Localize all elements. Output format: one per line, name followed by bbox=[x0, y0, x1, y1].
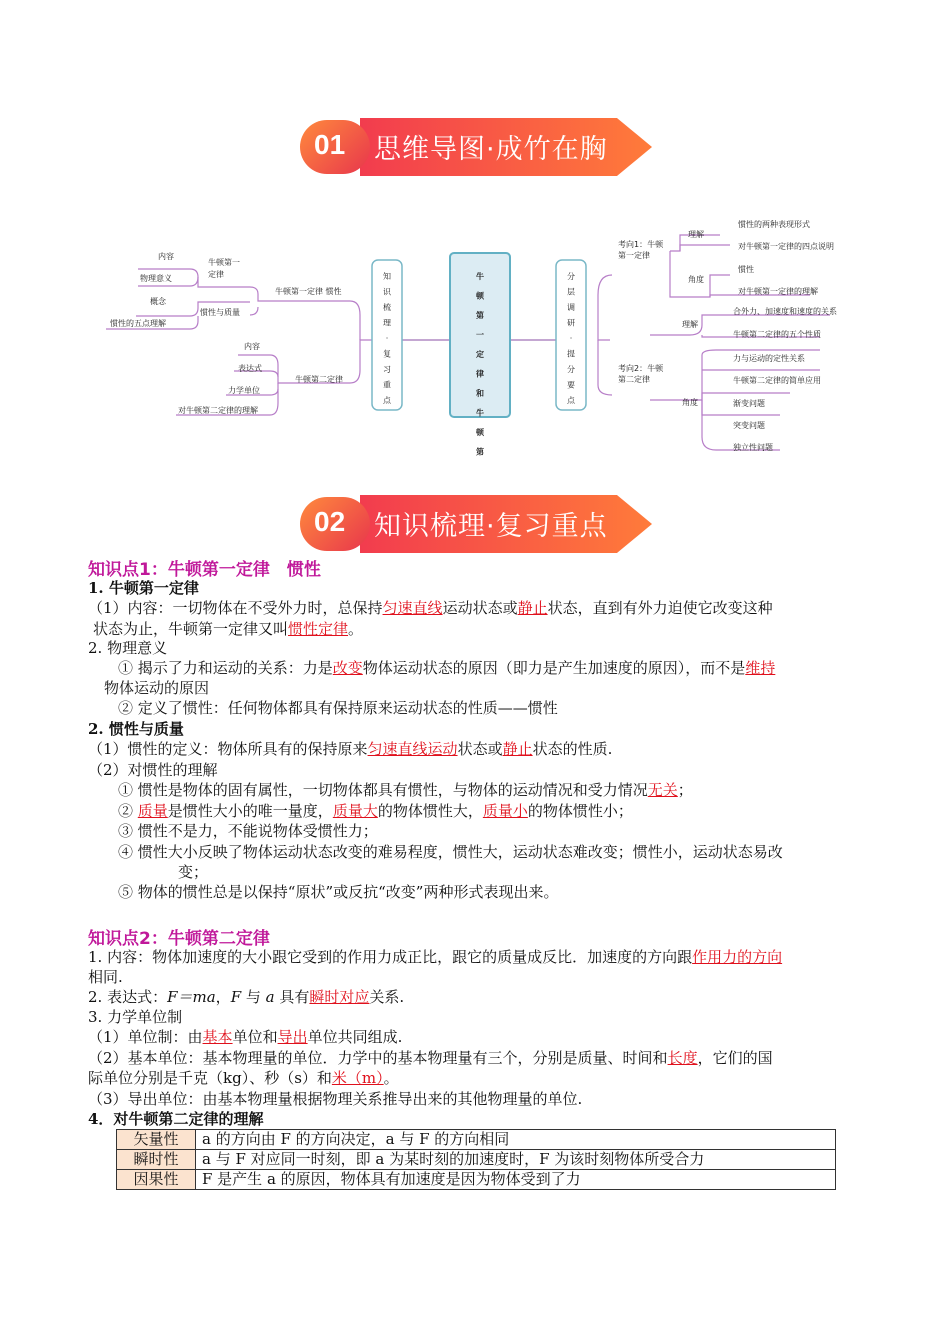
text: （1）内容：一切物体在不受外力时，总保持 bbox=[88, 599, 383, 617]
mind-map-label: 考向1：牛顿 bbox=[618, 240, 664, 249]
answer-blank: 基本 bbox=[202, 1028, 233, 1046]
table-row bbox=[117, 1150, 836, 1170]
mind-map-label: 牛顿第二定律的简单应用 bbox=[733, 376, 821, 385]
mind-map-label: 对牛顿第一定律的理解 bbox=[738, 287, 818, 296]
text: 。 bbox=[383, 1069, 399, 1087]
mind-map-label: 角度 bbox=[688, 275, 704, 284]
mind-map-label: 考向2：牛顿 bbox=[618, 364, 664, 373]
banner-number: 01 bbox=[314, 129, 346, 160]
base-units-cont bbox=[88, 1068, 399, 1088]
text: 际单位分别是千克（kg）、秒（s）和 bbox=[88, 1069, 332, 1087]
section-banner-2 bbox=[300, 495, 652, 553]
right-box-char: 点 bbox=[567, 396, 575, 405]
right-box-char: 分 bbox=[567, 272, 575, 281]
mind-map-label: 内容 bbox=[158, 252, 174, 261]
text: 的物体惯性大， bbox=[377, 802, 483, 820]
right-box-char: 研 bbox=[567, 318, 575, 328]
mind-map bbox=[90, 215, 850, 465]
answer-blank: 长度 bbox=[667, 1049, 698, 1067]
property-name: 因果性 bbox=[117, 1170, 196, 1190]
heading-physical-meaning: 2. 物理意义 bbox=[88, 639, 168, 657]
mind-map-label: 对牛顿第一定律的四点说明 bbox=[738, 242, 834, 251]
point-1 bbox=[118, 658, 775, 678]
text: 状态或 bbox=[457, 740, 503, 758]
mind-map-label: 合外力、加速度和速度的关系 bbox=[733, 307, 837, 316]
second-law-properties-table bbox=[116, 1129, 836, 1190]
second-law-content bbox=[88, 947, 782, 967]
text: 1. 内容：物体加速度的大小跟它受到的作用力成正比，跟它的质量成反比．加速度的方向跟 bbox=[88, 948, 693, 966]
mind-map-label: 惯性 bbox=[738, 265, 754, 274]
mind-map-label: 牛顿第一定律 惯性 bbox=[275, 287, 342, 296]
knowledge-point-1-title: 知识点1：牛顿第一定律 惯性 bbox=[88, 560, 321, 580]
answer-blank: 惯性定律 bbox=[288, 620, 349, 638]
banner-title: 思维导图·成竹在胸 bbox=[374, 134, 608, 165]
point-1-cont: 物体运动的原因 bbox=[104, 679, 210, 697]
property-desc: F 是产生 a 的原因，物体具有加速度是因为物体受到了力 bbox=[196, 1170, 836, 1190]
center-topic-char: 顿 bbox=[476, 428, 484, 437]
heading-newton-first-law: 1. 牛顿第一定律 bbox=[88, 579, 199, 597]
text: ， bbox=[215, 988, 231, 1006]
second-law-expression bbox=[88, 987, 404, 1007]
right-box-char: 调 bbox=[567, 303, 575, 312]
text: ② bbox=[118, 802, 138, 820]
mind-map-label: 对牛顿第二定律的理解 bbox=[178, 406, 258, 415]
text: 的物体惯性小； bbox=[527, 802, 633, 820]
center-topic-char: 牛 bbox=[476, 408, 484, 418]
text: 是惯性大小的唯一量度， bbox=[167, 802, 333, 820]
understanding-1 bbox=[118, 780, 693, 800]
banner-number: 02 bbox=[314, 506, 346, 537]
answer-blank: 作用力的方向 bbox=[692, 948, 783, 966]
understanding-3: ③ 惯性不是力，不能说物体受惯性力； bbox=[118, 822, 378, 840]
unit-system bbox=[88, 1027, 402, 1047]
answer-blank: 静止 bbox=[502, 740, 533, 758]
mind-map-label: 角度 bbox=[682, 398, 698, 407]
mind-map-label: 概念 bbox=[150, 297, 166, 306]
center-topic-char: 一 bbox=[476, 330, 484, 340]
understanding-4-cont: 变； bbox=[178, 863, 209, 881]
mind-map-label: 惯性的两种表现形式 bbox=[738, 220, 810, 229]
text: 关系. bbox=[369, 988, 405, 1006]
heading-inertia-mass: 2. 惯性与质量 bbox=[88, 720, 184, 738]
mind-map-label: 表达式 bbox=[238, 364, 262, 373]
mind-map-label: 惯性的五点理解 bbox=[110, 319, 166, 328]
heading-understanding-second-law: 4．对牛顿第二定律的理解 bbox=[88, 1110, 264, 1128]
banner-title: 知识梳理·复习重点 bbox=[374, 511, 608, 542]
answer-blank: 质量小 bbox=[482, 802, 528, 820]
understanding-5: ⑤ 物体的惯性总是以保持“原状”或反抗“改变”两种形式表现出来。 bbox=[118, 883, 559, 901]
answer-blank: 质量 bbox=[137, 802, 168, 820]
mind-map-label: 力与运动的定性关系 bbox=[733, 354, 805, 363]
text: 2. 表达式： bbox=[88, 988, 168, 1006]
text: ，它们的国 bbox=[697, 1049, 773, 1067]
section-banner-1 bbox=[300, 118, 652, 176]
left-box-char: 梳 bbox=[383, 303, 391, 312]
mind-map-label: 理解 bbox=[682, 320, 698, 329]
answer-blank: 维持 bbox=[745, 659, 776, 677]
text: ① 揭示了力和运动的关系：力是 bbox=[118, 659, 333, 677]
table-row bbox=[117, 1130, 836, 1150]
mind-map-label: 惯性与质量 bbox=[200, 308, 240, 317]
mind-map-label: 突变问题 bbox=[733, 421, 765, 430]
mind-map-label: 定律 bbox=[208, 270, 224, 279]
point-2: ② 定义了惯性：任何物体都具有保持原来运动状态的性质——惯性 bbox=[118, 699, 558, 717]
left-box-char: 知 bbox=[383, 272, 391, 281]
left-box-char: 复 bbox=[383, 349, 391, 359]
text: （2）基本单位：基本物理量的单位．力学中的基本物理量有三个，分别是质量、时间和 bbox=[88, 1049, 668, 1067]
mind-map-label: 独立性问题 bbox=[733, 443, 773, 452]
text: 运动状态或 bbox=[442, 599, 518, 617]
mind-map-label: 理解 bbox=[688, 230, 704, 239]
mind-map-label: 牛顿第二定律的五个性质 bbox=[733, 330, 821, 339]
symbol: F bbox=[230, 988, 242, 1006]
right-box-char: 提 bbox=[567, 349, 575, 359]
formula: F＝ma bbox=[167, 988, 216, 1006]
base-units bbox=[88, 1048, 773, 1068]
text: 状态的性质. bbox=[532, 740, 613, 758]
right-box-char: 分 bbox=[567, 365, 575, 374]
table-row bbox=[117, 1170, 836, 1190]
center-topic-char: 和 bbox=[476, 389, 484, 398]
property-desc: a 的方向由 F 的方向决定，a 与 F 的方向相同 bbox=[196, 1130, 836, 1150]
left-box-char: 理 bbox=[383, 318, 391, 328]
text: 具有 bbox=[274, 988, 310, 1006]
paragraph-content bbox=[88, 598, 773, 618]
property-desc: a 与 F 对应同一时刻，即 a 为某时刻的加速度时，F 为该时刻物体所受合力 bbox=[196, 1150, 836, 1170]
center-topic-char: 顿 bbox=[476, 291, 484, 301]
answer-blank: 匀速直线运动 bbox=[367, 740, 458, 758]
center-topic-char: 第 bbox=[476, 311, 484, 320]
center-topic-char: 牛 bbox=[476, 272, 484, 281]
left-box-char: · bbox=[385, 334, 389, 343]
mind-map-label: 渐变问题 bbox=[733, 399, 765, 408]
answer-blank: 导出 bbox=[277, 1028, 308, 1046]
mind-map-label: 力学单位 bbox=[228, 386, 260, 395]
understanding-4: ④ 惯性大小反映了物体运动状态改变的难易程度，惯性大，运动状态难改变；惯性小，运动状态易改 bbox=[118, 843, 783, 861]
text: 状态，直到有外力迫使它改变这种 bbox=[547, 599, 773, 617]
property-name: 瞬时性 bbox=[117, 1150, 196, 1170]
right-box-char: 层 bbox=[567, 287, 575, 297]
answer-blank: 匀速直线 bbox=[382, 599, 443, 617]
understanding-2 bbox=[118, 801, 633, 821]
symbol: a bbox=[265, 988, 275, 1006]
left-box-char: 识 bbox=[383, 287, 391, 297]
left-box-char: 习 bbox=[383, 365, 391, 374]
text: （1）单位制：由 bbox=[88, 1028, 203, 1046]
text: 状态为止，牛顿第一定律又叫 bbox=[93, 620, 289, 638]
heading-unit-system: 3. 力学单位制 bbox=[88, 1008, 183, 1026]
mind-map-label: 内容 bbox=[244, 342, 260, 351]
paragraph-content-cont bbox=[93, 619, 363, 639]
second-law-content-cont: 相同. bbox=[88, 968, 123, 986]
answer-blank: 质量大 bbox=[332, 802, 378, 820]
property-name: 矢量性 bbox=[117, 1130, 196, 1150]
inertia-understanding: （2）对惯性的理解 bbox=[88, 761, 218, 779]
knowledge-point-2-title: 知识点2：牛顿第二定律 bbox=[88, 929, 270, 949]
mind-map-label: 第一定律 bbox=[618, 251, 650, 260]
text: 。 bbox=[348, 620, 364, 638]
right-box-char: 要 bbox=[567, 380, 575, 390]
inertia-definition bbox=[88, 739, 612, 759]
mind-map-label: 牛顿第二定律 bbox=[295, 375, 343, 384]
answer-blank: 改变 bbox=[332, 659, 363, 677]
center-topic-char: 第 bbox=[476, 447, 484, 457]
left-box-char: 重 bbox=[383, 380, 391, 390]
mind-map-label: 物理意义 bbox=[140, 274, 172, 283]
text: 与 bbox=[241, 988, 266, 1006]
text: ； bbox=[677, 781, 693, 799]
answer-blank: 米（m） bbox=[331, 1069, 384, 1087]
mind-map-label: 牛顿第一 bbox=[208, 258, 240, 267]
text: ① 惯性是物体的固有属性，一切物体都具有惯性，与物体的运动情况和受力情况 bbox=[118, 781, 648, 799]
text: 单位共同组成. bbox=[307, 1028, 403, 1046]
text: 单位和 bbox=[232, 1028, 278, 1046]
answer-blank: 静止 bbox=[517, 599, 548, 617]
center-topic-char: 律 bbox=[476, 369, 484, 379]
text: 物体运动状态的原因（即力是产生加速度的原因），而不是 bbox=[362, 659, 746, 677]
answer-blank: 瞬时对应 bbox=[309, 988, 370, 1006]
text: （1）惯性的定义：物体所具有的保持原来 bbox=[88, 740, 368, 758]
right-box-char: · bbox=[569, 334, 573, 343]
derived-units: （3）导出单位：由基本物理量根据物理关系推导出来的其他物理量的单位. bbox=[88, 1090, 583, 1108]
mind-map-label: 第二定律 bbox=[618, 375, 650, 384]
answer-blank: 无关 bbox=[647, 781, 678, 799]
center-topic-char: 定 bbox=[476, 350, 484, 359]
left-box-char: 点 bbox=[383, 396, 391, 405]
